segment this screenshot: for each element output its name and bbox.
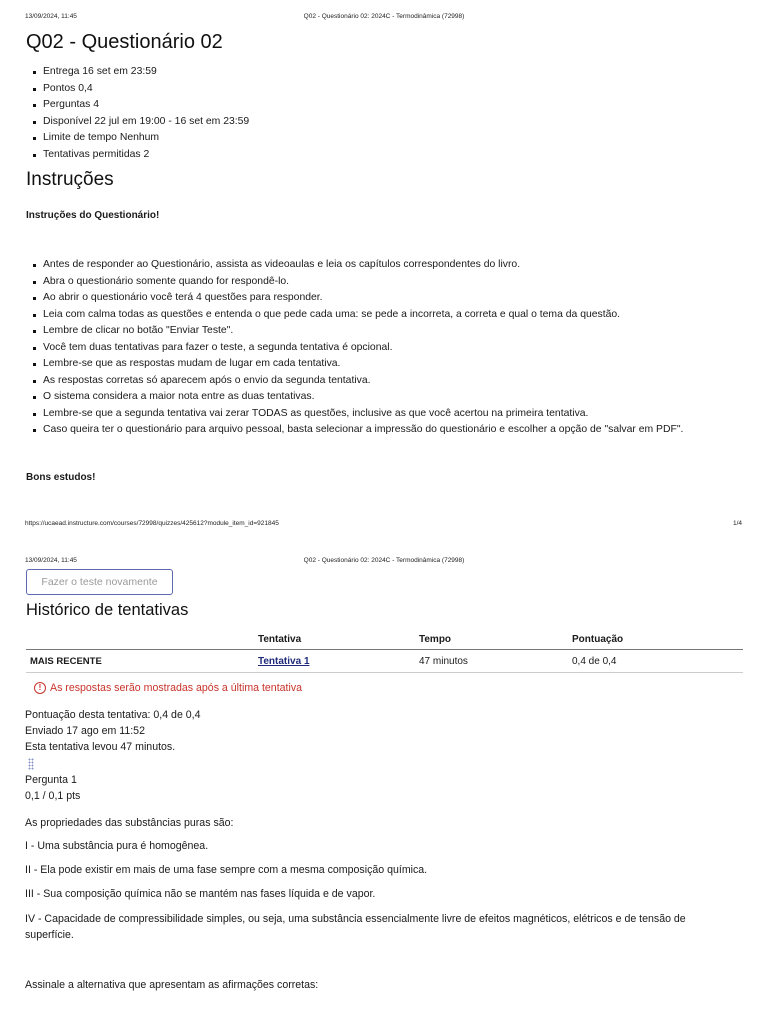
table-header-row <box>26 630 743 650</box>
instruction-item: As respostas corretas só aparecem após o envio da segunda tentativa. <box>26 373 683 390</box>
detail-time-limit: Limite de tempo Nenhum <box>26 130 249 147</box>
column-header-label <box>26 630 258 650</box>
most-recent-label: MAIS RECENTE <box>26 650 258 673</box>
instruction-item: Ao abrir o questionário você terá 4 questões para responder. <box>26 290 683 307</box>
warning-text: As respostas serão mostradas após a última tentativa <box>50 682 303 694</box>
retake-quiz-button[interactable]: Fazer o teste novamente <box>26 569 173 595</box>
table-row <box>26 650 743 673</box>
instruction-item: Lembre-se que as respostas mudam de lugar em cada tentativa. <box>26 356 683 373</box>
attempt-1-link[interactable]: Tentativa 1 <box>258 655 310 667</box>
detail-due: Entrega 16 set em 23:59 <box>26 64 249 81</box>
question-statement: IV - Capacidade de compressibilidade simples, ou seja, uma substância essencialmente livre de efeitos magnéticos, elétricos e de tensão de superfície. <box>25 913 686 941</box>
question-label: Pergunta 1 <box>25 774 77 786</box>
attempt-score: 0,4 de 0,4 <box>572 650 743 673</box>
attempt-time: 47 minutos <box>419 650 572 673</box>
instruction-item: O sistema considera a maior nota entre as duas tentativas. <box>26 389 683 406</box>
attempt-history-heading: Histórico de tentativas <box>26 601 189 619</box>
column-header-time: Tempo <box>419 630 572 650</box>
detail-points: Pontos 0,4 <box>26 81 249 98</box>
quiz-details-list <box>26 64 249 163</box>
detail-questions: Perguntas 4 <box>26 97 249 114</box>
instruction-item: Lembre-se que a segunda tentativa vai zerar TODAS as questões, inclusive as que você acertou na primeira tentativa. <box>26 406 683 423</box>
detail-attempts-allowed: Tentativas permitidas 2 <box>26 147 249 164</box>
attempt-submitted: Enviado 17 ago em 11:52 <box>25 725 145 737</box>
print-header-date: 13/09/2024, 11:45 <box>25 557 77 564</box>
instructions-subheading: Instruções do Questionário! <box>26 210 160 221</box>
column-header-score: Pontuação <box>572 630 743 650</box>
warning-icon: ! <box>34 682 46 694</box>
answers-warning <box>34 682 302 694</box>
drag-handle-icon <box>28 758 34 770</box>
attempt-history-table <box>26 630 743 673</box>
question-statement: III - Sua composição química não se mantém nas fases líquida e de vapor. <box>25 888 376 900</box>
print-header-title: Q02 - Questionário 02: 2024C - Termodinâmica (72998) <box>303 13 465 20</box>
instruction-item: Lembre de clicar no botão "Enviar Teste". <box>26 323 683 340</box>
attempt-score-summary: Pontuação desta tentativa: 0,4 de 0,4 <box>25 709 201 721</box>
column-header-attempt: Tentativa <box>258 630 419 650</box>
detail-available: Disponível 22 jul em 19:00 - 16 set em 23:59 <box>26 114 249 131</box>
attempt-duration: Esta tentativa levou 47 minutos. <box>25 741 176 753</box>
closing-text: Bons estudos! <box>26 472 96 483</box>
print-header-title: Q02 - Questionário 02: 2024C - Termodinâmica (72998) <box>303 557 465 564</box>
instruction-item: Leia com calma todas as questões e entenda o que pede cada uma: se pede a incorreta, a correta e qual o tema da questão. <box>26 307 683 324</box>
print-footer-page: 1/4 <box>732 520 742 527</box>
instructions-list <box>26 257 683 439</box>
instructions-heading: Instruções <box>26 169 114 190</box>
instruction-item: Você tem duas tentativas para fazer o teste, a segunda tentativa é opcional. <box>26 340 683 357</box>
question-intro: As propriedades das substâncias puras são: <box>25 817 234 829</box>
print-header-date: 13/09/2024, 11:45 <box>25 13 77 20</box>
instruction-item: Abra o questionário somente quando for respondê-lo. <box>26 274 683 291</box>
question-statement: I - Uma substância pura é homogênea. <box>25 840 209 852</box>
page-title: Q02 - Questionário 02 <box>26 31 223 53</box>
question-points: 0,1 / 0,1 pts <box>25 790 81 802</box>
print-footer-url: https://ucaead.instructure.com/courses/72998/quizzes/425612?module_item_id=921845 <box>25 520 279 527</box>
instruction-item: Antes de responder ao Questionário, assista as videoaulas e leia os capítulos correspondentes do livro. <box>26 257 683 274</box>
question-prompt: Assinale a alternativa que apresentam as afirmações corretas: <box>25 979 319 991</box>
instruction-item: Caso queira ter o questionário para arquivo pessoal, basta selecionar a impressão do questionário e escolher a opção de "salvar em PDF". <box>26 422 683 439</box>
question-statement: II - Ela pode existir em mais de uma fase sempre com a mesma composição química. <box>25 864 428 876</box>
